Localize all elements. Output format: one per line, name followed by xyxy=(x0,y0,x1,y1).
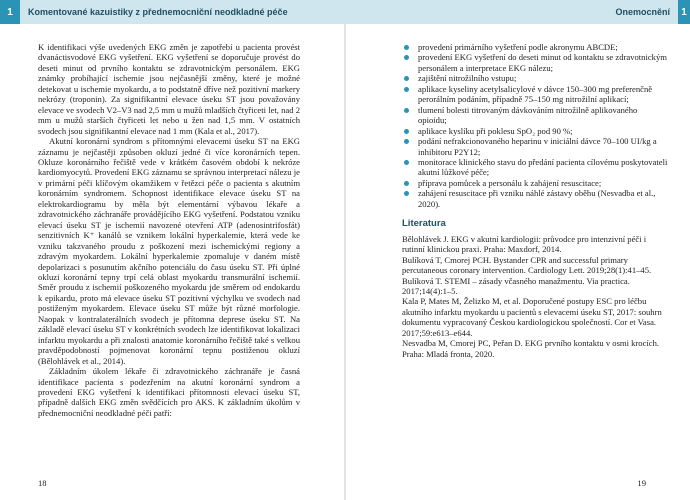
list-item: aplikace kyseliny acetylsalicylové v dávce 150–300 mg preferenčně perorálním podáním, případně 75–150 mg nitrožilní aplikací; xyxy=(402,84,668,105)
list-item: aplikace kyslíku při poklesu SpO₂ pod 90 %; xyxy=(402,126,668,136)
list-item: tlumení bolesti titrovaným dávkováním nitrožilně aplikovaného opioidu; xyxy=(402,105,668,126)
list-item: zajištění nitrožilního vstupu; xyxy=(402,73,668,83)
left-page-body xyxy=(38,42,300,418)
paragraph: Akutní koronární syndrom s přítomnými elevacemi úseku ST na EKG záznamu je nejčastěji způsoben okluzí jedné či více koronárních tepen. Okluze koronárního řečiště vede v krátkém časovém období k nekróze kardiomyocytů. Provedení EKG záznamu se správnou interpretací nálezu je v primární péči klíčovým okamžikem v řetězci péče o pacienta s akutním koronárním syndromem. Schopnost identifikace elevace úseku ST na elektrokardiogramu by měla být elementární výbavou lékaře a zdravotnického záchranáře provádějícího EKG vyšetření. Podstatou vzniku elevací úseku ST je ischemií navozené otevření ATP (adenosintrifosfát) senzitivních K⁺ kanálů se vznikem lokální hyperkalemie, která vede ke vzniku takzvaného proudu z poškození mezi ischemickými regiony a zdravým myokardem. Lokální hyperkalemie zpomaluje v daném místě depolarizaci s posunutím akčního potenciálu do času úseku ST. Při úplné okluzi koronární tepny trpí celá oblast myokardu transmurální ischemií. Směr proudu z ischemií poškozeného myokardu jde směrem od endokardu k epikardu, proto má elevace úseku ST pozitivní výchylku ve svodech nad postiženým myokardem. Elevace úseku ST může být různé morfologie. Naopak v kontralaterálních svodech je přítomna deprese úseku ST. Na základě elevací úseku ST v konkrétních svodech lze identifikovat lokalizaci infarktu myokardu a při znalosti anatomie koronárního řečiště také s velkou pravděpodobností pojmenovat koronární tepnu postiženou okluzí (Bělohlávek et al., 2014). xyxy=(38,136,300,366)
list-item: zahájení resuscitace při vzniku náhlé zástavy oběhu (Nesvadba et al., 2020). xyxy=(402,188,668,209)
page-number-right: 19 xyxy=(637,478,646,488)
literature-heading: Literatura xyxy=(402,218,446,230)
reference-item: Kala P, Mates M, Želizko M, et al. Doporučené postupy ESC pro léčbu akutního infarktu myokardu u pacientů s elevacemi úseku ST, 2017: souhrn dokumentu vypracovaný Českou kardiologickou společností. Cor et Vasa. 2017;59:e613–e644. xyxy=(402,296,662,338)
task-list xyxy=(402,42,668,209)
chapter-number-right: 1 xyxy=(678,0,690,24)
list-item: příprava pomůcek a personálu k zahájení resuscitace; xyxy=(402,178,668,188)
paragraph: Základním úkolem lékaře či zdravotnického záchranáře je časná identifikace pacienta s podezřením na akutní koronární syndrom a provedení EKG vyšetření k identifikaci přítomnosti elevací úseku ST, případně dalších EKG změn svědčících pro AKS. K základním úkolům v přednemocniční neodkladné péči patří: xyxy=(38,366,300,418)
book-title: Komentované kazuistiky z přednemocniční neodkladné péče xyxy=(28,7,288,17)
page-spine xyxy=(344,24,346,500)
reference-item: Bulíková T, Cmorej PCH. Bystander CPR and successful primary percutaneous coronary intervention. Cardiology Lett. 2019;28(1):41–45. xyxy=(402,254,652,276)
reference-item: Bulíková T. STEMI – zásady včasného manažmentu. Via practica. 2017;14(4):1–5. xyxy=(402,275,630,296)
reference-item: Bělohlávek J. EKG v akutní kardiologii: průvodce pro intenzivní péči i rutinní klinickou praxi. Praha: Maxdorf, 2014. xyxy=(402,233,647,255)
list-item: podání nefrakcionovaného heparinu v iniciální dávce 70–100 UI/kg a inhibitoru P2Y12; xyxy=(402,136,668,157)
page-number-left: 18 xyxy=(38,478,47,488)
list-item: monitorace klinického stavu do předání pacienta cílovému poskytovateli akutní lůžkové péče; xyxy=(402,157,668,178)
right-page-body xyxy=(402,42,668,359)
chapter-number-left: 1 xyxy=(0,0,20,24)
list-item: provedení primárního vyšetření podle akronymu ABCDE; xyxy=(402,42,668,52)
reference-item: Nesvadba M, Cmorej PC, Peřan D. EKG prvního kontaktu v osmi krocích. Praha: Mladá fronta, 2020. xyxy=(402,338,660,359)
page-header xyxy=(0,0,690,24)
paragraph: K identifikaci výše uvedených EKG změn je zapotřebí u pacienta provést dvanáctisvodové EKG vyšetření. EKG vyšetření se doporučuje provést do deseti minut od prvního kontaktu se zdravotnickým personálem. EKG známky probíhající ischemie jsou nejčasnější změny, které je možné detekovat u ischemie myokardu, a to podstatně dříve než pozitivní markery nekrózy (troponin). Za signifikantní elevace úseku ST jsou považovány elevace ve svodech V2–V3 nad 2,5 mm u mužů mladších čtyřiceti let, nad 2 mm u mužů starších čtyřiceti let nebo u žen nad 1,5 mm. V ostatních svodech jsou signifikantní elevace nad 1 mm (Kala et al., 2017). xyxy=(38,42,300,136)
chapter-title: Onemocnění xyxy=(615,7,670,17)
list-item: provedení EKG vyšetření do deseti minut od kontaktu se zdravotnickým personálem a interpretace EKG nálezu; xyxy=(402,52,668,73)
